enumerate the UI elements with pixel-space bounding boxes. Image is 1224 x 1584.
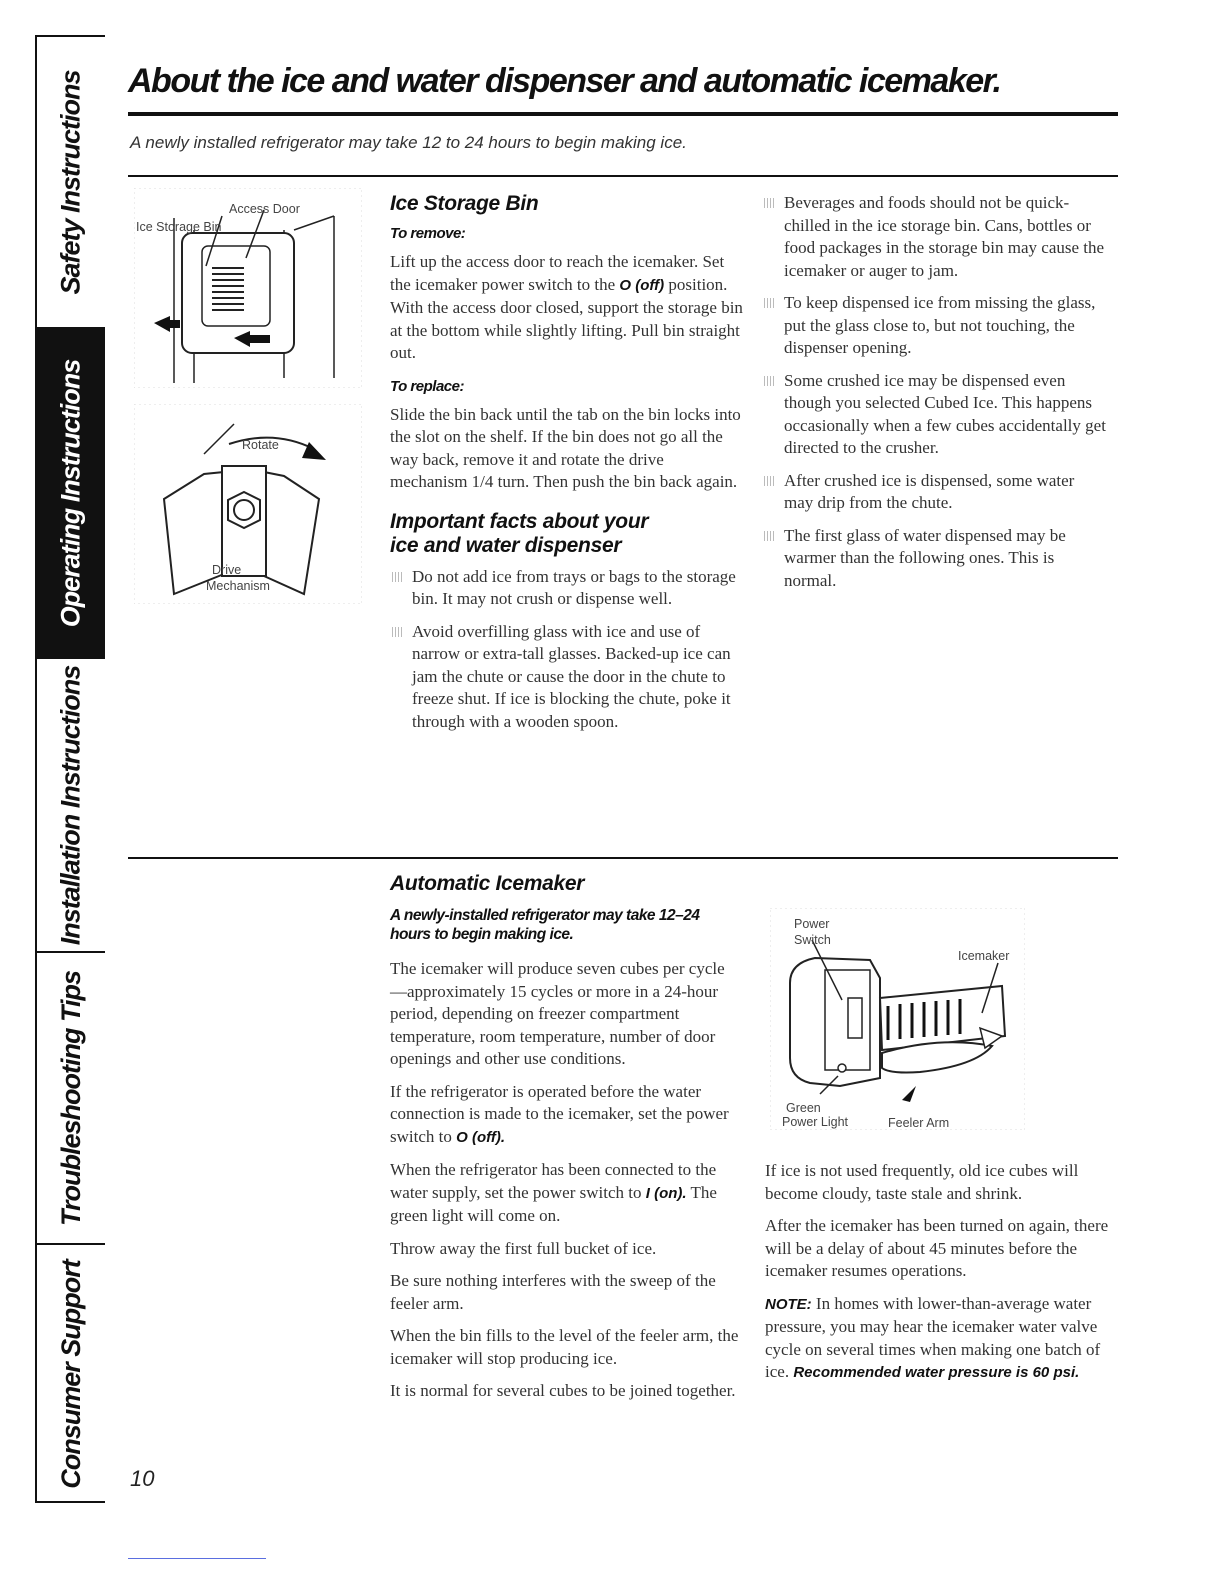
rotate-label: Rotate [242, 438, 279, 452]
access-door-label: Access Door [229, 202, 300, 216]
list-item [762, 192, 1107, 282]
automatic-icemaker-heading: Automatic Icemaker [390, 872, 585, 895]
paragraph-text: When the refrigerator has been connected to the water supply, set the power switch to [390, 1160, 717, 1202]
icemaker-paragraph: After the icemaker has been turned on again, there will be a delay of about 45 minutes before the icemaker resumes operations. [765, 1216, 1109, 1280]
note-bold: Recommended water pressure is 60 psi. [793, 1364, 1080, 1381]
tab-consumer-support[interactable] [37, 1245, 105, 1503]
tab-label: Operating Instructions [55, 359, 86, 627]
bullet-text: The first glass of water dispensed may be warmer than the following ones. This is normal. [784, 525, 1066, 590]
to-replace-heading: To replace: [390, 377, 464, 395]
icemaker-subheading: A newly-installed refrigerator may take 12–24 hours to begin making ice. [390, 907, 700, 943]
dispenser-tips-list [762, 192, 1107, 592]
section-divider [128, 175, 1118, 177]
list-item [762, 292, 1107, 360]
note-label: NOTE: [765, 1295, 812, 1313]
list-item [390, 621, 745, 734]
tab-installation-instructions[interactable] [37, 659, 105, 953]
icemaker-paragraph: The icemaker will produce seven cubes per cycle—approximately 15 cycles or more in a 24-hour period, depending on freezer compartment temperature, room temperature, number of door openings and other use conditions. [390, 959, 725, 1068]
tab-safety-instructions[interactable] [37, 37, 105, 329]
icemaker-paragraph [390, 1081, 740, 1150]
tab-operating-instructions[interactable] [37, 329, 105, 659]
bullet-icon [764, 298, 775, 308]
bullet-text: Do not add ice from trays or bags to the storage bin. It may not crush or dispense well. [412, 566, 736, 608]
icemaker-paragraph: If ice is not used frequently, old ice cubes will become cloudy, taste stale and shrink. [765, 1161, 1079, 1203]
mechanism-label: Mechanism [206, 579, 270, 593]
section-divider [128, 857, 1118, 859]
page-number: 10 [130, 1466, 155, 1491]
icemaker-paragraph [390, 1159, 740, 1228]
section-sidebar [35, 35, 105, 1503]
automatic-icemaker-section [390, 872, 740, 1403]
ice-storage-bin-heading: Ice Storage Bin [390, 192, 539, 215]
feeler-arm-label: Feeler Arm [888, 1116, 950, 1130]
tab-label: Consumer Support [55, 1259, 86, 1489]
list-item [762, 370, 1107, 460]
bullet-icon [764, 198, 775, 208]
bullet-icon [764, 376, 775, 386]
icemaker-paragraph: It is normal for several cubes to be joined together. [390, 1381, 736, 1400]
bullet-text: Avoid overfilling glass with ice and use of narrow or extra-tall glasses. Backed-up ice can jam the chute or cause the door in the chute to freeze shut. If ice is blocking the chute, poke it through with a wooden spoon. [412, 621, 731, 731]
drive-mechanism-illustration [134, 404, 362, 604]
bullet-icon [764, 476, 775, 486]
icemaker-paragraph: When the bin fills to the level of the feeler arm, the icemaker will stop producing ice. [390, 1326, 739, 1368]
ice-storage-bin-section [390, 192, 745, 733]
list-item [390, 566, 745, 611]
water-pressure-note [765, 1293, 1110, 1385]
list-item [762, 525, 1107, 593]
bullet-text: To keep dispensed ice from missing the glass, put the glass close to, but not touching, the dispenser opening. [784, 293, 1096, 357]
power-label: Power [794, 917, 830, 931]
tab-troubleshooting-tips[interactable] [37, 953, 105, 1245]
icemaker-notes [765, 1160, 1110, 1385]
note-text: In homes with lower-than-average water pressure, you may hear the icemaker water valve cycle on several times when making one batch of ice. [765, 1293, 1101, 1381]
important-facts-heading [390, 510, 745, 558]
on-position: I (on). [645, 1184, 687, 1202]
bullet-icon [764, 531, 775, 541]
remove-text-1: Lift up the access door to reach the icemaker. Set the icemaker power switch to the [390, 252, 725, 294]
switch-label: Switch [794, 933, 831, 947]
ice-storage-bin-illustration [134, 188, 362, 388]
paragraph-text: If the refrigerator is operated before the water connection is made to the icemaker, set the power switch to [390, 1081, 729, 1146]
bullet-text: Beverages and foods should not be quick-chilled in the ice storage bin. Cans, bottles or food packages in the storage bin may cause the icemaker or auger to jam. [784, 193, 1105, 280]
icemaker-paragraph: Be sure nothing interferes with the sweep of the feeler arm. [390, 1271, 716, 1313]
tab-label: Safety Instructions [55, 69, 86, 295]
replace-instructions: Slide the bin back until the tab on the bin locks into the slot on the shelf. If the bin does not go all the way back, remove it and rotate the drive mechanism 1/4 turn. Then push the bin back again. [390, 404, 741, 491]
power-light-label: Power Light [782, 1115, 849, 1129]
drive-label: Drive [212, 563, 242, 577]
icemaker-illustration [770, 908, 1025, 1130]
page-subtitle: A newly installed refrigerator may take 12 to 24 hours to begin making ice. [130, 133, 687, 152]
green-label: Green [786, 1101, 821, 1115]
tab-label: Installation Instructions [55, 665, 86, 945]
footer-line [128, 1558, 266, 1559]
important-facts-line1: Important facts about your [390, 509, 649, 533]
ice-storage-bin-label: Ice Storage Bin [136, 220, 222, 234]
icemaker-paragraph: Throw away the first full bucket of ice. [390, 1238, 657, 1258]
bullet-icon [392, 572, 403, 582]
off-position: O (off) [619, 276, 665, 294]
bullet-text: Some crushed ice may be dispensed even though you selected Cubed Ice. This happens occasionally when a few cubes accidentally get directed to the crusher. [784, 370, 1106, 457]
remove-text-2: position. With the access door closed, support the storage bin at the bottom while slightly lifting. Pull bin straight out. [390, 274, 743, 362]
page-title: About the ice and water dispenser and automatic icemaker. [128, 62, 1001, 100]
paragraph-text: The green light will come on. [390, 1182, 717, 1225]
important-facts-line2: ice and water dispenser [390, 533, 622, 557]
remove-instructions [390, 251, 745, 365]
icemaker-label: Icemaker [958, 949, 1010, 963]
tab-label: Troubleshooting Tips [55, 970, 86, 1226]
to-remove-heading: To remove: [390, 225, 466, 242]
bullet-text: After crushed ice is dispensed, some water may drip from the chute. [784, 470, 1075, 512]
bullet-icon [392, 627, 403, 637]
off-position: O (off). [456, 1128, 505, 1146]
title-rule [128, 112, 1118, 116]
list-item [762, 470, 1107, 515]
